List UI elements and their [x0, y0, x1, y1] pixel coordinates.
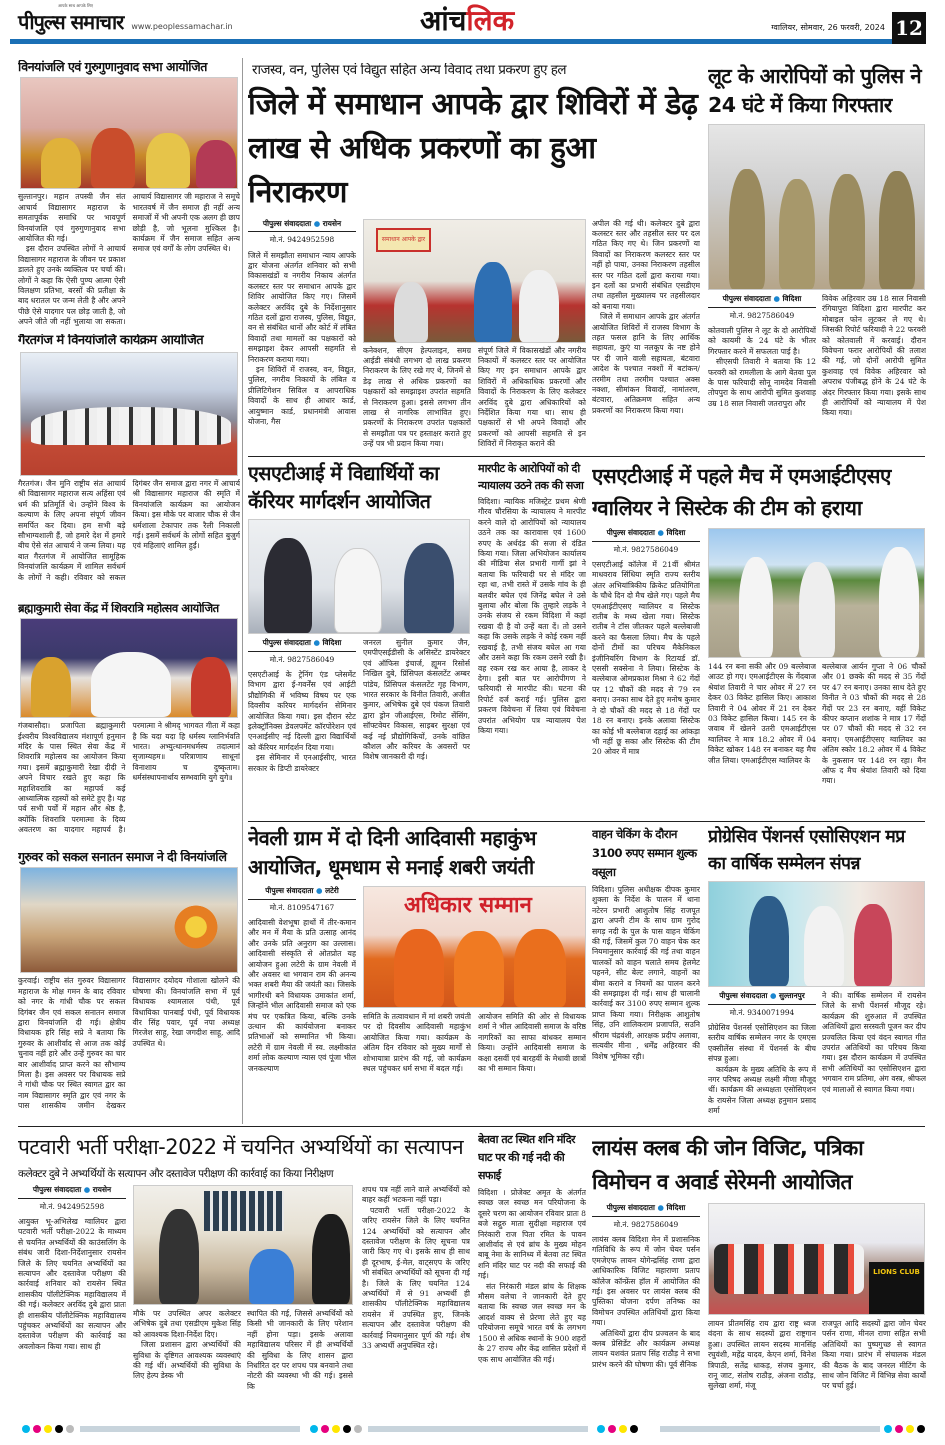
paragraph: पीपुल्स संवाददाता: [265, 886, 314, 895]
photo: [248, 519, 470, 634]
paragraph: आयोजन समिति की ओर से विधायक शर्मा ने भील आदिवासी समाज के वरिष्ठ नागरिकों का साफा बांधकर सम्मान किया। उन्होंने आदिवासी समाज के कक्षा दसवीं एवं बारहवीं के मेधावी छात्रों का भी सम्मान किया।: [478, 1012, 586, 1074]
paragraph: विदिशा: [322, 638, 342, 647]
paragraph: विदिशा: [666, 528, 686, 537]
paragraph: पीपुल्स संवाददाता: [32, 1185, 82, 1194]
photo-figure: [31, 407, 231, 445]
photo: [20, 618, 238, 718]
print-bar: [368, 1426, 588, 1432]
paragraph: कनेक्शन, सीएम हेल्पलाइन, समग्र आईडी संबंधी लगभग दो लाख प्रकरण निराकरण के लिए रखे गए थे, जिनमें से डेढ़ लाख से अधिक प्रकरणों का पक्षकारों को समझाइश उपरांत सहमति से निराकरण हुआ। इससे लगभग तीन लाख से नागरिक लाभांवित हुए। प्रकरणों के निराकरण उपरांत पक्षकारों से समझौता पत्र पर हस्ताक्षर कराते हुए उन्हें पत्र भी प्रदान किया गया।: [363, 345, 471, 449]
article-body-col3: [478, 1012, 586, 1120]
headline: लूट के आरोपियों को पुलिस ने 24 घंटे में किया गिरफ्तार: [708, 64, 922, 117]
website-url[interactable]: www.peoplessamachar.in: [131, 22, 233, 31]
paragraph: पीपुल्स संवाददाता: [606, 1203, 655, 1212]
lions-columns: [592, 1203, 926, 1413]
paragraph: समिति के तत्वावधान में मां शबरी जयंती पर दो दिवसीय आदिवासी महाकुंभ आयोजित किया गया। कार्यक्रम के अंतिम दिन रविवार को मुख्य मार्गों से शोभायात्रा प्रारंभ की गई, जो कार्यक्रम स्थल पहुंचकर धर्म सभा में बदल गई।: [363, 1012, 471, 1074]
article-body-col1: [248, 251, 356, 454]
byline: पीपुल्स संवाददाता ● विदिशा मो.नं. 9827586049: [708, 294, 816, 320]
article-marpeet: [478, 460, 586, 815]
masthead: [0, 0, 945, 48]
pension-col1: [708, 991, 816, 1120]
paragraph: आदिवासी वेशभूषा हाथों में तीर-कमान और मन में मैया के प्रति उत्साह आनंद और उनके प्रति अनुराग का उल्लास। आदिवासी संस्कृति से ओतप्रोत यह आयोजन हुआ लटेरी के ग्राम नेवली में और अवसर था भगवान राम की अनन्य भक्त शबरी मैया की जयंती का। जिसके भागीरथी बने विधायक उमाकांत शर्मा, जिन्होंने भील आदिवासी समाज को एक मंच पर एकत्रित किया, बल्कि उनके उत्थान की कार्ययोजना बनाकर प्रतिभाओं को सम्मानित भी किया। लटेरी में ग्राम नेवली में स्व. लक्ष्मीकांत शर्मा लोक कल्याण न्यास एवं पूंजा भील जनकल्याण: [248, 918, 356, 1073]
paragraph: इन शिविरों में राजस्व, वन, विद्युत, पुलिस, नगरीय निकायों के लंबित व प्रीलिटिगेशन सिविल व आपराधिक विवादों के साथ ही आधार कार्ड, आयुष्मान कार्ड, प्रधानमंत्री आवास योजना, गैस: [248, 364, 356, 427]
paragraph: सुल्तानपुर: [779, 991, 805, 1000]
dateline: ग्वालियर, सोमवार, 26 फरवरी, 2024: [771, 23, 885, 32]
career-columns: [248, 638, 470, 815]
section-title: [420, 4, 514, 38]
paragraph: लटेरी: [325, 886, 339, 895]
photo-figure: [91, 128, 135, 188]
paragraph: विदिशा: [782, 294, 802, 303]
article-body-col1: [592, 1235, 700, 1413]
headline: मारपीट के आरोपियों को दी न्यायालय उठने तक की सजा: [478, 462, 584, 492]
paragraph: गंजबासौदा। प्रजापिता ब्रह्माकुमारी ईश्वरीय विश्वविद्यालय मंशापूर्ण हनुमान मंदिर के पास स्थित सेवा केंद्र में शिवरात्रि महोत्सव का आयोजन किया गया। इसमें ब्रह्माकुमारी रेखा दीदी ने अपने विचार रखते हुए कहा कि महाशिवरात्रि का महापर्व कई आध्यात्मिक रहस्यों को समेटे हुए है। यह पर्व सभी पर्वों में महान और श्रेष्ठ है, क्योंकि शिवरात्रि परमात्मा के दिव्य अवतरण का यादगार महापर्व है। परमात्मा ने श्रीमद् भागवत गीता में कहा है कि यदा यदा हि धर्मस्य ग्लानिर्भवति भारत। अभ्युत्थानमधर्मस्य तदात्मानं सृजाम्यहम॥ परित्राणाय साधूनां विनाशाय च दुष्कृताम। धर्मसंस्थापनार्थाय सम्भवामि युगे युगे॥: [18, 721, 240, 835]
byline: पीपुल्स संवाददाता ● लटेरी मो.नं. 8109547167: [248, 886, 356, 912]
photo: [20, 867, 238, 973]
article-body-col1: [592, 560, 700, 815]
article-body: [18, 192, 240, 332]
paragraph: मो.नं. 9340071994: [729, 1007, 795, 1017]
lead-columns: [248, 219, 703, 454]
cyan-mark: [22, 1425, 30, 1433]
career-col1: [248, 638, 356, 815]
headline: गुरुवर को सकल सनातन समाज ने दी विनयांजलि: [18, 850, 227, 864]
paragraph: स्थापित की गई, जिससे अभ्यर्थियों को किसी भी जानकारी के लिए परेशान नहीं होना पड़ा। इसके अलावा महाविद्यालय परिसर में ही अभ्यर्थियों की सुविधा के लिए शासन द्वारा निर्धारित दर पर शपथ पत्र बनवाने तथा नोटरी की व्यवस्था भी की गई। इससे कि: [247, 1309, 353, 1391]
photo-shelf: [204, 1191, 284, 1231]
magenta-mark: [321, 1425, 329, 1433]
paragraph: मो.नं. 8109547167: [269, 902, 335, 912]
lions-col1: [592, 1203, 700, 1413]
photo-figure: [749, 896, 789, 986]
paragraph: मो.नं. 9827586049: [729, 310, 795, 320]
magenta-mark: [608, 1425, 616, 1433]
article-lions: [592, 1131, 926, 1413]
magenta-mark: [895, 1425, 903, 1433]
yellow-mark: [44, 1425, 52, 1433]
black-mark: [917, 1425, 925, 1433]
paragraph: एसएटीआई कॉलेज में 21वीं श्रीमंत माधवराव सिंधिया स्मृति राज्य स्तरीय अंतर अभियांत्रिकीय क्रिकेट प्रतियोगिता के चौथे दिन दो मैच खेले गए। पहले मैच एमआईटीएसए ग्वालियर व सिस्टेक रातीब के मध्य खेला गया। सिस्टेक रातीब ने टॉस जीतकर पहले बल्लेबाजी करने का फैसला लिया। मैच के पहले दोनों टीमों का परिचय मैकेनिकल इंजीनियरिंग विभाग के रिटायर्ड डॉ. एससी सक्सेना ने लिया। सिस्टेक के बल्लेबाज ओमप्रकाश मिश्रा ने 62 गेंदों पर 12 चौकों की मदद से 79 रन बनाए। उनका साथ देते हुए मनोष कुमार ने दो चौकों की मदद से 18 गेंदों पर 18 रन बनाए। इनके अलावा सिस्टेक का कोई भी बल्लेबाज दहाई का आंकड़ा भी नहीं छू सका और सिस्टेक की टीम 20 ओवर में मात्र: [592, 560, 700, 757]
print-bar: [80, 1426, 300, 1432]
black-mark: [55, 1425, 63, 1433]
headline: नेवली ग्राम में दो दिनी आदिवासी महाकुंभ आयोजित, धूमधाम से मनाई शबरी जयंती: [248, 826, 536, 879]
section-title-b: लिक: [466, 4, 515, 37]
article-body-col2: [822, 294, 926, 453]
black-mark: [343, 1425, 351, 1433]
paragraph: जिला प्रशासन द्वारा अभ्यर्थियों की सुविधा के दृष्टिगत आवश्यक व्यवस्थाएं की गई थीं। अभ्यर्थियों की सुविधा के लिए हेल्प डेस्क भी: [133, 1340, 241, 1381]
photo-figure: [519, 270, 559, 342]
photo-figure: [91, 652, 171, 717]
section-title-a: आंच: [420, 4, 467, 37]
loot-col1: [708, 294, 816, 453]
photo: [20, 77, 238, 189]
photo-figure: [404, 543, 454, 633]
logo-tagline: आपके साथ आपके लिए: [58, 3, 93, 8]
paragraph: विदिशा। न्यायिक मजिस्ट्रेट प्रथम श्रेणी गौरव चौरसिया के न्यायालय ने मारपीट करने वाले दो आरोपियों को न्यायालय उठने तक का कारावास एवं 1600 रुपए के अर्थदंड की सजा से दंडित किया गया। जिला अभियोजन कार्यालय की मीडिया सेल प्रभारी गार्गी झां ने बताया कि फरियादी घर से मंदिर जा रहा था, तभी रास्ते में उसके गांव के ही बलवीर बघेल एवं जिनेंद्र बघेल ने उसे बुलाया और बोला कि तुम्हारे लड़के ने उनके संजय से रकम विदिशा में कहां रखवा दी है वो उन्हें बता दें। तो उसने कहा कि उसके लड़के ने कोई रकम नहीं रखवाई है, तभी संजय बघेल आ गया और उसने कहा कि रकम उसने रखी है। वह रकम रख कर आया है, लाकर दे देगा। इसी बात पर आरोपीगण ने फरियादी से मारपीट की। घटना की रिपोर्ट दर्ज कराई गई। पुलिस द्वारा प्रकरण विवेचना में लिया एवं विवेचना उपरांत अभियोग पत्र न्यायालय पेश किया गया।: [478, 497, 586, 735]
photo-figure: [454, 931, 504, 1007]
photo-figure: [394, 929, 444, 1007]
article-body-col3: [822, 1319, 926, 1413]
nevali-columns: [248, 886, 586, 1120]
paragraph: मो.नं. 9827586049: [613, 544, 679, 554]
photo-figure: [191, 657, 231, 717]
article-body: [18, 479, 240, 592]
paragraph: ने की। वार्षिक सम्मेलन में रायसेन जिले के सभी पेंशनर्स मौजूद रहे। कार्यक्रम की शुरुआत में उपस्थित अतिथियों द्वारा सरस्वती पूजन कर दीप प्रज्वलित किया एवं वंदन स्वागत गीत उपरांत अतिथियों का परिचय किया गया। इस दौरान कार्यक्रम में उपस्थित सभी अतिथियों का एसोसिएशन द्वारा भगवान राम प्रतिमा, अंग वस्त्र, श्रीफल एवं मालाओं से स्वागत किया गया।: [822, 991, 926, 1094]
headline: प्रोग्रेसिव पेंशनर्स एसोसिएशन मप्र का वार्षिक सम्मेलन संपन्न: [708, 827, 905, 874]
paragraph: लायंस क्लब विदिशा मेन में प्रशासनिक गतिविधि के रूप में जोन चेयर पर्सन एमजेएफ लायन योगेन्द्रसिंह राणा द्वारा आधिकारिक विजिट महाराणा प्रताप कॉलेज कॉन्फ्रेंस हॉल में आयोजित की गई। इस अवसर पर लायंस क्लब की पुस्तिका योजना दर्पण तनिष्क का विमोचन उपस्थित अतिथियों द्वारा किया गया।: [592, 1235, 700, 1328]
photo-banner: अधिकार सम्मान: [404, 893, 532, 918]
masthead-rule: [10, 39, 892, 44]
paragraph: सुल्तानपुर। महान तपस्वी जैन संत आचार्य विद्यासागर महाराज के समतापूर्वक समाधि पर भावपूर्ण विनयांजलि एवं गुरुगुणानुवाद सभा आयोजित की गई।: [18, 192, 126, 243]
cyan-mark: [884, 1425, 892, 1433]
article-vinayanjali: [18, 60, 240, 332]
paragraph: कोतवाली पुलिस ने लूट के दो आरोपियों को कायमी के 24 घंटे के भीतर गिरफ्तार करने में सफलता पाई है।: [708, 326, 816, 356]
paragraph: रायसेन: [92, 1185, 112, 1194]
photo: [133, 1185, 353, 1305]
paragraph: 144 रन बना सकी और 09 बल्लेबाज आउट हो गए। एमआईटीएस के गेंदबाज श्रेयांश तिवारी ने चार ओवर में 27 रन देकर 03 विकेट हासिल किए। आकाश तिवारी ने 04 ओवर में 21 रन देकर 03 विकेट हासिल किया। 145 रन के जवाब में खेलने उतरी एमआईटीएस ग्वालियर ने मात्र 18.2 ओवर में 04 विकेट खोकर 148 रन बनाकर यह मैच जीत लिया। एमआईटीएस ग्वालियर के: [708, 662, 816, 765]
paragraph: प्रोग्रेसिव पेंशनर्स एसोसिएशन का जिला स्तरीय वार्षिक सम्मेलन नगर के एमएस एक्सीलेंस संस्था में पेंशनर्स के बीच संपन्न हुआ।: [708, 1023, 816, 1064]
byline: पीपुल्स संवाददाता ● रायसेन मो.नं. 9424952598: [248, 219, 356, 245]
article-betwa: [478, 1131, 586, 1413]
section-rule: [248, 456, 925, 457]
photo-figure: [514, 929, 566, 1007]
article-body-col3: [822, 662, 926, 815]
article-body-col2: [363, 1012, 471, 1120]
byline: पीपुल्स संवाददाता ● सुल्तानपुर मो.नं. 9340071994: [708, 991, 816, 1017]
patwari-col1: [18, 1185, 126, 1413]
paragraph: अतिथियों द्वारा दीप प्रज्वलन के बाद क्लब प्रेसिडेंट और कार्यक्रम अध्यक्ष लायन यशवंत प्रताप सिंह राठौड़ ने सभा प्रारंभ करने की घोषणा की। पूर्व सैनिक: [592, 1328, 700, 1369]
headline: ब्रह्माकुमारी सेवा केंद्र में शिवरात्रि महोत्सव आयोजित: [18, 602, 219, 615]
article-body-col4: [362, 1185, 470, 1413]
article-body-col1: [248, 670, 356, 815]
paragraph: कुरवाई। राष्ट्रीय संत गुरुवर विद्यासागर महाराज के मोक्ष गमन के बाद रविवार को नगर के गांधी चौक पर सकल दिगंबर जैन एवं सकल सनातन समाज द्वारा विनयांजलि दी गई। क्षेत्रीय विधायक हरि सिंह सप्रे ने बताया कि गुरुवर के आशीर्वाद से आज तक कोई चुनाव नहीं हारे और उन्हें गुरुवर का चार बार आशीर्वाद प्राप्त करने का सौभाग्य मिला है। इस अवसर पर विधायक सप्रे ने गांधी चौक पर स्थित स्वागत द्वार का नाम विद्यासागर स्मृति द्वार एवं नगर के पास शासकीय जमीन देखकर विद्यासागर दयोदय गोशाला खोलने की घोषणा की। विनयांजलि सभा में पूर्व विधायक श्यामलाल पंथी, पूर्व विधायिका पानबाई पंथी, पूर्व विधायक वीर सिंह पवार, पूर्व नपा अध्यक्ष गिरजेश साहू, रेखा जगदीश साहू, आदि उपस्थित थे।: [18, 976, 240, 1111]
article-body-col1: [18, 1217, 126, 1413]
photo-figure: [334, 548, 382, 633]
logo-block: [18, 3, 123, 35]
yellow-mark: [332, 1425, 340, 1433]
article-body-col2: [133, 1309, 241, 1413]
article-loot: [708, 62, 926, 453]
article-body: [478, 497, 586, 815]
page-number: 12: [892, 12, 926, 44]
headline: एसएटीआई में पहले मैच में एमआईटीएसए ग्वालियर ने सिस्टेक की टीम को हराया: [592, 464, 891, 520]
cyan-mark: [310, 1425, 318, 1433]
paragraph: जिले में समाधान आपके द्वार अंतर्गत आयोजित शिविरों में राजस्व विभाग के तहत फसल हानि के लिए आर्थिक सहायता, कुएं या नलकूप के नष्ट होने पर दी जाने वाली सहायता, बंटवारा आदेश के पश्चात नक्शों में बटांकन/तरमीम तथा तरमीम पश्चात अक्स नक्शा, सीमांकन विवादों, नामांतरण, बंटवारा, अतिक्रमण सहित अन्य प्रकरणों का निराकरण किया गया।: [592, 312, 700, 415]
photo-banner: समाधान आपके द्वार: [376, 228, 431, 252]
headline: गैरतगंज में विनयांजलि कार्यक्रम आयोजित: [18, 334, 204, 348]
article-body: [18, 976, 240, 1118]
article-gairatganj: [18, 334, 240, 592]
article-body: [478, 1188, 586, 1413]
photo-figure: [312, 1214, 350, 1304]
paragraph: मो.नं. 9424952598: [269, 235, 335, 245]
photo-figure: [729, 169, 765, 289]
magenta-mark: [33, 1425, 41, 1433]
photo-figure: [31, 657, 71, 717]
article-body-col2: [363, 346, 471, 454]
photo: [363, 886, 586, 1008]
byline: पीपुल्स संवाददाता ● विदिशा मो.नं. 9827586049: [248, 638, 356, 664]
grey-mark: [66, 1425, 74, 1433]
lions-club-badge: LIONS CLUB: [869, 1262, 924, 1314]
paragraph: मो.नं. 9827586049: [613, 1219, 679, 1229]
headline: पटवारी भर्ती परीक्षा-2022 में चयनित अभ्यर्थियों का सत्यापन: [18, 1135, 464, 1159]
paragraph: मौके पर उपस्थित अपर कलेक्टर अभिषेक दुबे तथा एसडीएम मुकेश सिंह को आवश्यक दिशा-निर्देश दिए।: [133, 1309, 241, 1339]
headline: जिले में समाधान आपके द्वार शिविरों में डेढ़ लाख से अधिक प्रकरणों का हुआ निराकरण: [248, 86, 698, 210]
newspaper-logo: पीपुल्स समाचार: [18, 10, 124, 34]
article-body-col3: [247, 1309, 353, 1413]
paragraph: रायसेन: [322, 218, 342, 228]
section-rule: [248, 821, 925, 822]
article-vahan: [592, 825, 700, 1120]
article-body-col1: [708, 1023, 816, 1120]
paragraph: अपील की गई थी। कलेक्टर दुबे द्वारा कलस्टर स्तर और तहसील स्तर पर दल गठित किए गए थे। जिन प्रकरणों या विवादों का निराकरण कलस्टर स्तर पर नहीं हो पाया, उनका निराकरण तहसील स्तर पर गठित दलों द्वारा कराया गया। इन दलों का प्रभारी संबंधित एसडीएम तथा तहसील मुख्यालय पर तहसीलदार को बनाया गया।: [592, 218, 700, 311]
headline: लायंस क्लब की जोन विजिट, पत्रिका विमोचन व अवार्ड सेरेमनी आयोजित: [592, 1136, 864, 1194]
photo: [708, 124, 925, 290]
headline: बेतवा तट स्थित शनि मंदिर घाट पर की गई नदी की सफाई: [478, 1133, 576, 1182]
article-match: [592, 460, 926, 815]
headline: विनयांजलि एवं गुरुगुणानुवाद सभा आयोजित: [18, 60, 207, 74]
paragraph: राजपूत आदि सदस्यों द्वारा जोन चेयर पर्सन राणा, मीनल राणा सहित सभी अतिथियों का पुष्पगुच्छ से स्वागत किया गया। प्रारंभ में संचालक मंडल की बैठक के बाद जनरल मीटिंग के साथ जोन विजिट में विभिन्न सेवा कार्यों पर चर्चा हुई।: [822, 1319, 926, 1391]
photo: [708, 881, 925, 987]
photo-figure: [879, 171, 915, 289]
paragraph: बल्लेबाज आर्यन गुप्ता ने 06 चौकों और 01 छक्के की मदद से 35 गेंदों पर 47 रन बनाए। उनका साथ देते हुए विनीत ने 03 चौकों की मदद से 28 गेंदों पर 23 रन बनाए, वहीं विकेट कीपर कप्तान शशांक ने मात्र 17 गेंदों पर 07 चौकों की मदद से 32 रन बनाए। एमआईटीएसए ग्वालियर का अंतिम स्कोर 18.2 ओवर में 4 विकेट के नुकसान पर 148 रन रहा। मैन ऑफ द मैच श्रेयांश तिवारी को दिया गया।: [822, 662, 926, 786]
photo-figure: [159, 1209, 199, 1304]
article-body: [592, 885, 700, 1120]
photo-figure: [739, 557, 773, 657]
paragraph: एसएटीआई के ट्रेनिंग एंड प्लेसमेंट विभाग द्वारा ई-गवर्नेंस एवं आईटी प्रौद्योगिकी में भविष्य विषय पर एक दिवसीय करियर मार्गदर्शन सेमिनार आयोजित किया गया। इस दौरान स्टेट इलेक्ट्रॉनिक्स डेवलपमेंट कॉरपोरेशन एवं एनआईसीए नई दिल्ली द्वारा विद्यार्थियों को कॅरियर मार्गदर्शन दिया गया।: [248, 670, 356, 752]
paragraph: विवेक अहिरवार उम्र 18 साल निवासी रंगियापुरा विदिशा द्वारा मारपीट कर मोबाइल फोन लूटकर ले गए थे। जिसकी रिपोर्ट फरियादी ने 22 फरवरी को कोतवाली में करवाई। दौरान विवेचना फरार आरोपियों की तलाश की गई, जो दोनों आरोपी सुमित कुशवाह एवं विवेक अहिरवार को अपराध पंजीबद्ध होने के 24 घंटे के अंदर गिरफ्तार किया गया। इसके साथ ही आरोपियों को न्यायालय में पेश किया गया।: [822, 294, 926, 418]
paragraph: शपथ पत्र नहीं लाने वाले अभ्यर्थियों को बाहर कहीं भटकना नहीं पड़ा।: [362, 1185, 470, 1205]
photo-figure: [779, 179, 815, 289]
lead-article: [248, 63, 703, 454]
grey-mark: [354, 1425, 362, 1433]
match-columns: [592, 528, 926, 815]
article-nevali: [248, 824, 586, 1120]
masthead-left: [18, 3, 398, 35]
photo: [708, 528, 925, 658]
article-body-col1: [708, 326, 816, 453]
patwari-columns: [18, 1185, 470, 1413]
photo-figure: [879, 547, 919, 657]
paragraph: आयुक्त भू-अभिलेख ग्वालियर द्वारा पटवारी भर्ती परीक्षा-2022 के माध्यम से चयनित अभ्यर्थियों की काउंसलिंग के संबंध जारी दिशा-निर्देशानुसार रायसेन जिले के लिए चयनित अभ्यर्थियों का सत्यापन और दस्तावेज परीक्षण की कार्रवाई शनिवार को रायसेन स्थित शासकीय पॉलीटेक्निक महाविद्यालय में की गई। कलेक्टर अरविंद दुबे द्वारा प्रातः ही शासकीय पॉलीटेक्निक महाविद्यालय पहुंचकर अभ्यर्थियों का सत्यापन और दस्तावेज परीक्षण की कार्रवाई का अवलोकन किया गया। साथ ही: [18, 1217, 126, 1351]
photo-figure: [41, 138, 81, 188]
paragraph: पीपुल्स संवाददाता: [262, 218, 312, 228]
article-pension: [708, 824, 926, 1120]
pension-columns: [708, 991, 926, 1120]
article-patwari: [18, 1133, 470, 1413]
yellow-mark: [619, 1425, 627, 1433]
article-body-col2: [708, 1319, 816, 1413]
byline: पीपुल्स संवाददाता ● विदिशा मो.नं. 9827586049: [592, 1203, 700, 1229]
paragraph: विदिशा। पुलिस अधीक्षक दीपक कुमार शुक्ला के निर्देश के पालन में थाना नटेरन प्रभारी आशुतोष सिंह राजपूत द्वारा अपनी टीम के साथ ग्राम गुरोद सगड़ नदी के पुल के पास वाहन चेकिंग की गई, जिसमें कुल 70 वाहन चेक कर नियमानुसार कार्रवाई की गई तथा वाहन चालकों को वाहन चलाते समय हेलमेट पहनने, सीट बेल्ट लगाने, वाहनों का बीमा कराने व नियमों का पालन करने की समझाइश दी गई। साथ ही चालानी कार्रवाई कर 3100 रुपए सम्मान शुल्क प्राप्त किया गया। निरीक्षक आशुतोष सिंह, उनि शालिकराम प्रजापति, सउनि श्रीराम चंद्रवंशी, आरक्षक प्रदीप अलावा, सत्यवीर मीना , धर्मेंद्र अहिरवार की विशेष भूमिका रही।: [592, 885, 700, 1061]
article-brahmakumari: [18, 602, 240, 844]
column-divider: [242, 58, 243, 1124]
photo: [20, 352, 238, 476]
paragraph: विदिशा: [666, 1203, 686, 1212]
byline: पीपुल्स संवाददाता ● रायसेन मो.नं. 9424952598: [18, 1185, 126, 1211]
photo-figure: [171, 902, 221, 952]
article-body-col1: [248, 918, 356, 1120]
paragraph: कार्यक्रम के मुख्य अतिथि के रूप में नगर परिषद अध्यक्ष लक्ष्मी मीणा मौजूद थीं। कार्यक्रम की अध्यक्षता एसोसिएशन के रायसेन जिला अध्यक्ष हनुमान प्रसाद शर्मा: [708, 1064, 816, 1116]
paragraph: मो.नं. 9424952598: [39, 1201, 105, 1211]
black-mark: [630, 1425, 638, 1433]
headline: वाहन चेकिंग के दौरान 3100 रुपए सम्मान शुल्क वसूला: [592, 827, 697, 879]
photo-figure: [249, 1249, 294, 1304]
photo-figure: [264, 538, 312, 633]
paragraph: पीपुल्स संवाददाता: [719, 991, 768, 1000]
photo-figure: [146, 133, 190, 188]
article-body-col2: [708, 662, 816, 815]
article-body-col2: [363, 638, 470, 815]
article-body: [18, 721, 240, 844]
paragraph: पीपुल्स संवाददाता: [262, 638, 311, 647]
paragraph: जनरल सुनील कुमार जैन, एमपीएसईडीसी के असिस्टेंट डायरेक्टर एवं ऑफिस इंचार्ज, ह्यूमन रिसोर्स निखिल दुबे, प्रिंसिपल कंसलटेंट अम्बर पांडेय, प्रिंसिपल कंसलटेंट गृह विभाग, भारत सरकार के विनीत तिवारी, अजीत कुमार, अभिषेक दुबे एवं पंकज तिवारी द्वारा ड्रोन जीआईएस, रिमोट सेंसिंग, सॉफ्टवेयर विकास, साइबर सुरक्षा एवं कई नई प्रौद्योगिकियों, उनके वांछित कौशल और करियर के अवसरों पर विशेष जानकारी दी गई।: [363, 638, 470, 762]
loot-columns: [708, 124, 926, 453]
paragraph: पटवारी भर्ती परीक्षा-2022 के जरिए रायसेन जिले के लिए चयनित 124 अभ्यर्थियों को सत्यापन और दस्तावेज परीक्षण के लिए सूचना पत्र जारी किए गए थे। इसके साथ ही साथ ही दूरभाष, ई-मेल, वाट्सएप के जरिए भी संबंधित अभ्यर्थियों को सूचना दी गई है। जिले के लिए चयनित 124 अभ्यर्थियों में से 91 अभ्यर्थी ही शासकीय पॉलीटेक्निक महाविद्यालय रायसेन में उपस्थित हुए, जिनके सत्यापन और दस्तावेज परीक्षण की कार्रवाई नियमानुसार पूर्ण की गई। शेष 33 अभ्यर्थी अनुपस्थित रहे।: [362, 1205, 470, 1351]
photo: [363, 219, 586, 343]
photo-figure: [829, 174, 865, 289]
paragraph: सीएसपी तिवारी ने बताया कि 12 फरवरी को रामलीला के आगे बेतवा पुल के पास फरियादी सोनू नामदेव निवासी तोपपुरा के साथ आरोपी सुमित कुशवाह उम्र 18 साल निवासी जतरापुरा और: [708, 357, 816, 408]
print-bar: [660, 1426, 880, 1432]
paragraph: संपूर्ण जिले में विकासखंडों और नगरीय निकायों में कलस्टर स्तर पर आयोजित किए गए इन समाधान आपके द्वार शिविरों में अधिकाधिक प्रकरणों और विवादों के निराकरण के लिए कलेक्टर अरविंद दुबे द्वारा अधिकारियों को निर्देशित किया गया था। साथ ही पक्षकारों से भी अपने विवादों और प्रकरणों को आपसी सहमति से इन शिविरों में निराकृत कराने की: [478, 345, 586, 449]
paragraph: संत निरंकारी मंडल ब्रांच के शिक्षक मौसम वलेचा ने जानकारी देते हुए बताया कि स्वच्छ जल स्वच्छ मन के आदर्श वाक्य से प्रेरणा लेते हुए यह परियोजना समूचे भारत वर्ष के लगभग 1500 से अधिक स्थानों के 900 शहरों के 27 राज्य और केंद्र शासित प्रदेशों में एक साथ आयोजित की गई।: [478, 1281, 586, 1364]
photo-figure: [394, 282, 428, 342]
headline: एसएटीआई में विद्यार्थियों का कॅरियर मार्गदर्शन आयोजित: [248, 462, 439, 513]
paragraph: पीपुल्स संवाददाता: [722, 294, 771, 303]
paragraph: पीपुल्स संवाददाता: [606, 528, 655, 537]
match-col1: [592, 528, 700, 815]
paragraph: विदिशा । प्रोजेक्ट अमृत के अंतर्गत स्वच्छ जल स्वच्छ मन परियोजना के दूसरे चरण का आयोजन रविवार प्रातः 8 बजे सद्गुरु माता सुदीक्षा महाराज एवं निरंकारी राज पिता रमित के पावन आशीर्वाद से एवं ब्रांच के मुख्य मोहन बाबू नेमा के सानिध्य में बेतवा तट स्थित शनि मंदिर घाट पर नदी की सफाई की गई।: [478, 1188, 586, 1281]
photo-figure: [854, 904, 892, 986]
article-gurukar: [18, 850, 240, 1118]
paragraph: जिले में समझौता समाधान न्याय आपके द्वार योजना अंतर्गत शनिवार को सभी विकासखंडों व नगरीय निकाय अंतर्गत कलस्टर स्तर पर समाधान आपके द्वार शिविर आयोजित किए गए। जिसमें कलेक्टर अरविंद दुबे के निर्देशानुसार गठित दलों द्वारा राजस्व, पुलिस, विद्युत, वन से संबंधित थानों और कोर्ट में लंबित विवादों तथा मामलों का पक्षकारों को समझाइश देकर आपसी सहमति से निराकरण कराया गया।: [248, 250, 356, 364]
lead-col1: [248, 219, 356, 454]
paragraph: इस दौरान उपस्थित लोगों ने आचार्य विद्यासागर महाराज के जीवन पर प्रकाश डालते हुए उनके व्यक्तित्व पर चर्चा की। लोगों ने कहा कि ऐसी पुण्य आत्मा ऐसी विलक्षण प्रतिभा, बरसों की प्रतीक्षा के बाद धरातल पर जन्म लेती है और अपने पीछे ऐसे यादगार पल छोड़ जाती है, जो अपने जीते जी नहीं भुलाया जा सकता। आचार्य विद्यासागर जी महाराज ने समूचे भारतवर्ष में जैन समाज ही नहीं अन्य समाजों में भी अपनी एक अलग ही छाप छोड़ी है, जो भूलना मुश्किल है। कार्यक्रम में जैन समाज सहित अन्य समाज एवं वर्गों के लोग उपस्थित थे।: [18, 192, 240, 327]
article-career: [248, 460, 470, 815]
photo-figure: [474, 262, 512, 342]
article-body-col3: [478, 346, 586, 454]
photo-figure: [196, 140, 236, 188]
paragraph: मो.नं. 9827586049: [269, 654, 335, 664]
section-rule: [18, 1126, 925, 1127]
photo: [708, 1203, 925, 1315]
nevali-col1: [248, 886, 356, 1120]
kicker: राजस्व, वन, पुलिस एवं विद्युत सहित अन्य विवाद तथा प्रकरण हुए हल: [252, 63, 567, 78]
subheadline: कलेक्टर दुबे ने अभ्यर्थियों के सत्यापन और दस्तावेज परीक्षण की कार्रवाई का किया निरीक्षण: [18, 1168, 334, 1180]
photo-figure: [714, 1244, 864, 1294]
photo-figure: [799, 562, 835, 657]
paragraph: गैरतगंज। जैन मुनि राष्ट्रीय संत आचार्य श्री विद्यासागर महाराज सत्य अहिंसा एवं धर्म की प्रतिमूर्ति थे। उन्होंने विश्व के कल्याण के लिए अपना संपूर्ण जीवन समर्पित कर दिया। हम सभी बड़े सौभाग्यशाली हैं, जो हमारे देश में हमारे बीच ऐसे संत आचार्य ने जन्म लिया। यह बात गैरतगंज में आयोजित सामूहिक विनयांजलि कार्यक्रम में शामिल सर्वधर्म के लोगों ने कही। रविवार को सकल दिगंबर जैन समाज द्वारा नगर में आचार्य श्री विद्यासागर महाराज की स्मृति में विनयांजलि कार्यक्रम का आयोजन किया। इस मौके पर बाजार चौक से जैन धर्मशाला टेकापार तक रैली निकाली गई। इसमें सर्वधर्म के लोगों सहित बुजुर्ग एवं महिलाएं शामिल हुईं।: [18, 478, 240, 582]
article-body-col2: [822, 991, 926, 1120]
yellow-mark: [906, 1425, 914, 1433]
article-body-col4: [592, 219, 700, 454]
photo-figure: [804, 906, 844, 986]
cyan-mark: [597, 1425, 605, 1433]
paragraph: लायन प्रीतमसिंह राय द्वारा राष्ट्र ध्वज वंदना के साथ सदस्यों द्वारा राष्ट्रगान हुआ। उपस्थित लायन सदस्य मानसिंह रघुवंशी, महेंद्र यादव, केएन शर्मा, विनेश त्रिपाठी, सतेंद्र धाकड़, संजय कुमार, रानू जाट, संतोष राठौड़, अंजना राठौड़, सुलेखा शर्मा, मंजू: [708, 1319, 816, 1391]
byline: पीपुल्स संवाददाता ● विदिशा मो.नं. 9827586049: [592, 528, 700, 554]
paragraph: इस सेमिनार में एनआईसीए, भारत सरकार के डिप्टी डायरेक्टर: [248, 753, 356, 773]
